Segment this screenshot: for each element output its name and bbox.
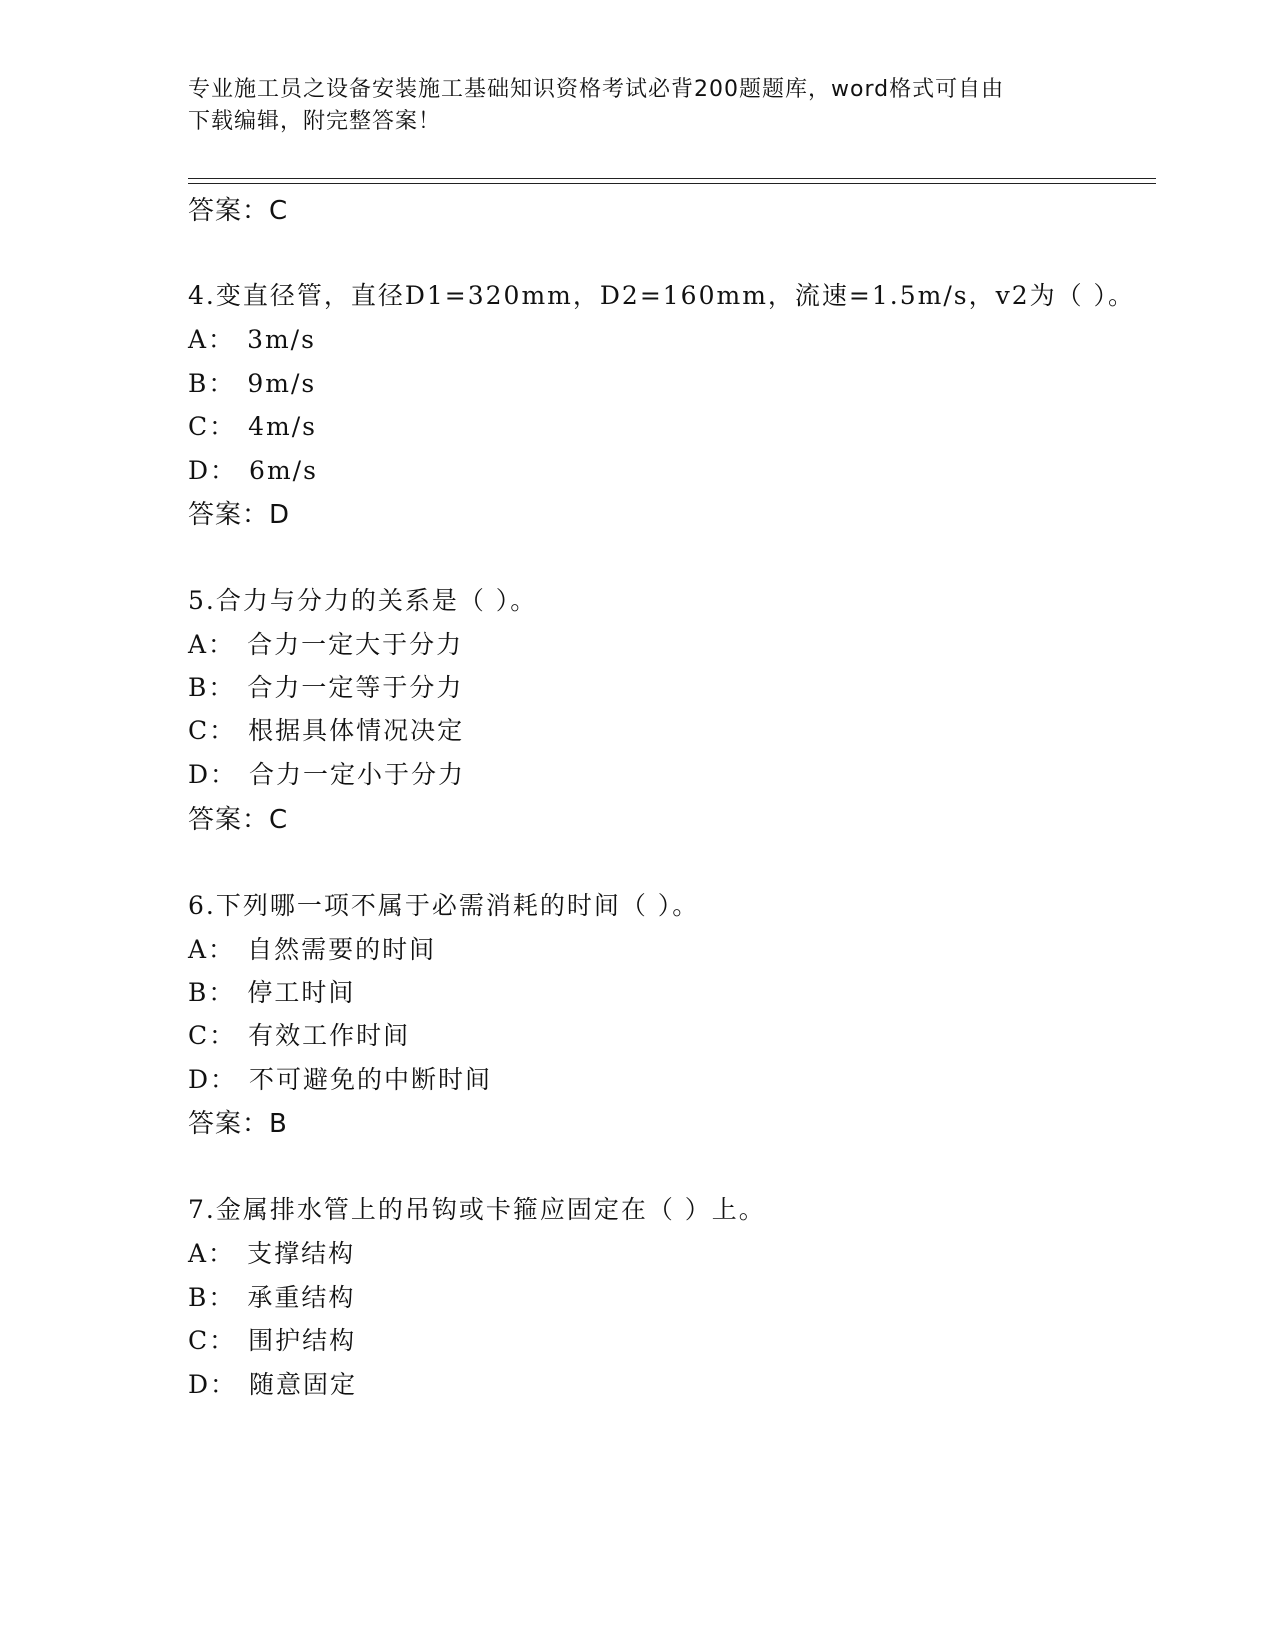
option-text: 支撑结构 <box>247 1239 356 1268</box>
option-letter: D： <box>188 760 238 789</box>
document-header <box>188 74 1068 138</box>
option-c <box>188 711 464 747</box>
header-divider-bottom <box>188 183 1156 184</box>
option-b <box>188 1278 355 1314</box>
option-text: 围护结构 <box>248 1326 357 1355</box>
option-letter: A： <box>188 1239 236 1268</box>
header-title-line-1: 专业施工员之设备安装施工基础知识资格考试必背200题题库，word格式可自由 <box>188 77 1005 102</box>
option-letter: C： <box>188 1326 237 1355</box>
option-letter: B： <box>188 978 236 1007</box>
option-a <box>188 625 463 661</box>
option-text: 6m/s <box>249 456 318 485</box>
option-d <box>188 451 318 487</box>
option-text: 自然需要的时间 <box>247 935 437 964</box>
option-text: 合力一定小于分力 <box>249 760 466 789</box>
option-b <box>188 668 463 704</box>
option-letter: A： <box>188 630 236 659</box>
option-letter: A： <box>188 935 236 964</box>
option-letter: D： <box>188 456 238 485</box>
question-stem: 7.金属排水管上的吊钩或卡箍应固定在（ ）上。 <box>188 1195 766 1224</box>
option-text: 不可避免的中断时间 <box>249 1065 493 1094</box>
option-letter: C： <box>188 412 237 441</box>
option-text: 9m/s <box>247 369 317 398</box>
option-d <box>188 1365 357 1401</box>
option-letter: B： <box>188 369 236 398</box>
option-letter: D： <box>188 1370 238 1399</box>
option-letter: B： <box>188 673 236 702</box>
header-title-line-2: 下载编辑，附完整答案！ <box>188 109 442 134</box>
option-b <box>188 973 355 1009</box>
option-text: 随意固定 <box>249 1370 358 1399</box>
option-a <box>188 320 316 356</box>
option-text: 合力一定等于分力 <box>247 673 464 702</box>
question-stem: 6.下列哪一项不属于必需消耗的时间（ ）。 <box>188 891 700 920</box>
option-d <box>188 755 465 791</box>
option-a <box>188 930 436 966</box>
option-c <box>188 1321 356 1357</box>
header-divider-top <box>188 178 1156 179</box>
option-text: 3m/s <box>247 325 316 354</box>
option-letter: A： <box>188 325 236 354</box>
option-text: 4m/s <box>248 412 318 441</box>
option-text: 承重结构 <box>247 1283 356 1312</box>
option-text: 合力一定大于分力 <box>247 630 464 659</box>
option-text: 停工时间 <box>247 978 356 1007</box>
option-b <box>188 364 316 400</box>
option-d <box>188 1060 492 1096</box>
answer-line: 答案：D <box>188 500 291 530</box>
option-letter: D： <box>188 1065 238 1094</box>
answer-line: 答案：C <box>188 805 289 835</box>
option-letter: C： <box>188 1021 237 1050</box>
answer-line: 答案：C <box>188 196 289 226</box>
option-text: 有效工作时间 <box>248 1021 411 1050</box>
option-a <box>188 1234 355 1270</box>
option-letter: C： <box>188 716 237 745</box>
answer-line: 答案：B <box>188 1109 288 1139</box>
question-stem: 5.合力与分力的关系是（ ）。 <box>188 586 538 615</box>
question-stem: 4.变直径管，直径D1=320mm，D2=160mm，流速=1.5m/s，v2为（ ）。 <box>188 281 1136 310</box>
option-c <box>188 1016 410 1052</box>
option-text: 根据具体情况决定 <box>248 716 465 745</box>
option-c <box>188 407 317 443</box>
option-letter: B： <box>188 1283 236 1312</box>
